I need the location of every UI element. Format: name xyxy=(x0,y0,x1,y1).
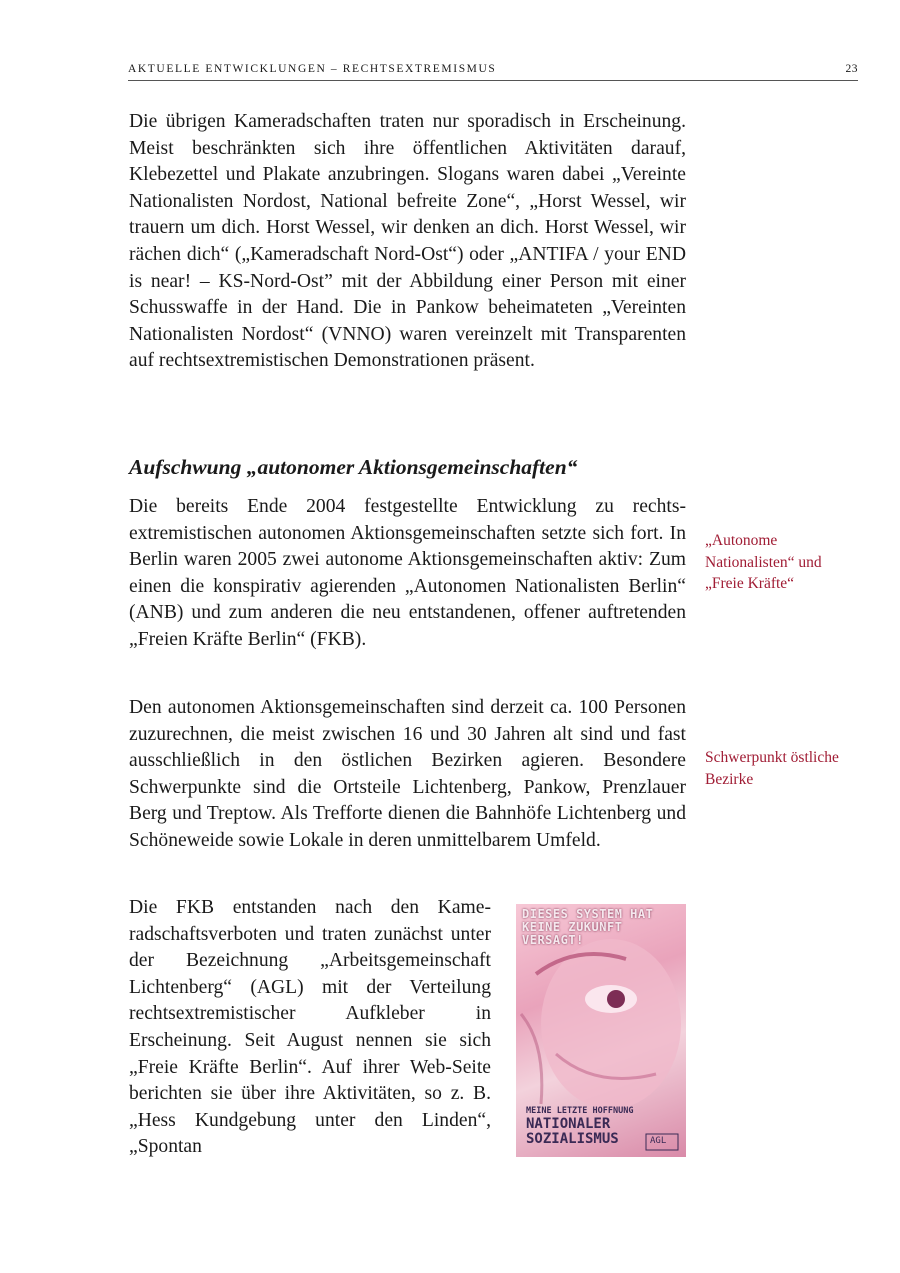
paragraph-2-block xyxy=(129,494,686,654)
section-heading: Aufschwung „autonomer Aktionsgemeinschaften“ xyxy=(129,455,578,479)
running-header xyxy=(128,62,858,81)
margin-note-autonome: „Autonome Nationalisten“ und „Freie Kräfte“ xyxy=(705,532,822,592)
poster-badge: AGL xyxy=(650,1136,667,1146)
paragraph-4: Die FKB entstanden nach den Kameradschaftsverboten und traten zunächst unter der Bezeichnung „Arbeitsgemeinschaft Lichtenberg“ (AGL) mit der Verteilung rechtsextremistischer Aufkleber in Erscheinung. Seit August nennen sie sich „Freie Kräfte Berlin“. Auf ihrer Web-Seite berichten sie über ihre Aktivitäten, so z. B. „Hess Kundgebung unter den Linden“, „Spontan xyxy=(129,897,491,1158)
poster-top-text: DIESES SYSTEM HAT KEINE ZUKUNFT VERSAGT! xyxy=(522,907,654,947)
paragraph-1: Die übrigen Kameradschaften traten nur sporadisch in Erscheinung. Meist beschränkten sich ihre öffentlichen Aktivitäten darauf, Klebezettel und Plakate anzubringen. Slogans waren dabei „Vereinte Nationalisten Nordost, National befreite Zone“, „Horst Wessel, wir trauern um dich. Horst Wessel, wir denken an dich. Horst Wessel, wir rächen dich“ („Kameradschaft Nord-Ost“) oder „ANTIFA / your END is near! – KS-Nord-Ost” mit der Abbildung einer Person mit einer Schusswaffe in der Hand. Die in Pankow beheimateten „Vereinten Nationalisten Nordost“ (VNNO) waren vereinzelt mit Transparenten auf rechtsextremistischen Demonstrationen präsent. xyxy=(129,111,686,372)
running-title: AKTUELLE ENTWICKLUNGEN – RECHTSEXTREMISMUS xyxy=(128,63,497,75)
paragraph-3-block xyxy=(129,695,686,855)
paragraph-1-block xyxy=(129,109,686,375)
poster-slogan-line2: NATIONALER SOZIALISMUS xyxy=(526,1116,619,1147)
paragraph-2: Die bereits Ende 2004 festgestellte Entwicklung zu rechtsextremistischen autonomen Aktionsgemeinschaften setzte sich fort. In Berlin waren 2005 zwei autonome Aktionsgemeinschaften aktiv: Zum einen die konspirativ agierenden „Autonomen Nationalisten Berlin“ (ANB) und zum anderen die neu entstandenen, offener auftretenden „Freien Kräfte Berlin“ (FKB). xyxy=(129,496,686,650)
paragraph-3: Den autonomen Aktionsgemeinschaften sind derzeit ca. 100 Personen zuzurechnen, die meist zwischen 16 und 30 Jahren alt sind und fast ausschließlich in den östlichen Bezirken agieren. Besondere Schwerpunkte sind die Ortsteile Lichtenberg, Pankow, Prenzlauer Berg und Treptow. Als Trefforte dienen die Bahnhöfe Lichtenberg und Schöneweide sowie Lokale in deren unmittelbarem Umfeld. xyxy=(129,697,686,851)
poster-slogan-line1: MEINE LETZTE HOFFNUNG xyxy=(526,1106,634,1116)
margin-note-schwerpunkt: Schwerpunkt östliche Bezirke xyxy=(705,749,839,788)
page-number: 23 xyxy=(845,63,858,75)
paragraph-4-block xyxy=(129,895,491,1161)
poster-image xyxy=(516,904,686,1157)
